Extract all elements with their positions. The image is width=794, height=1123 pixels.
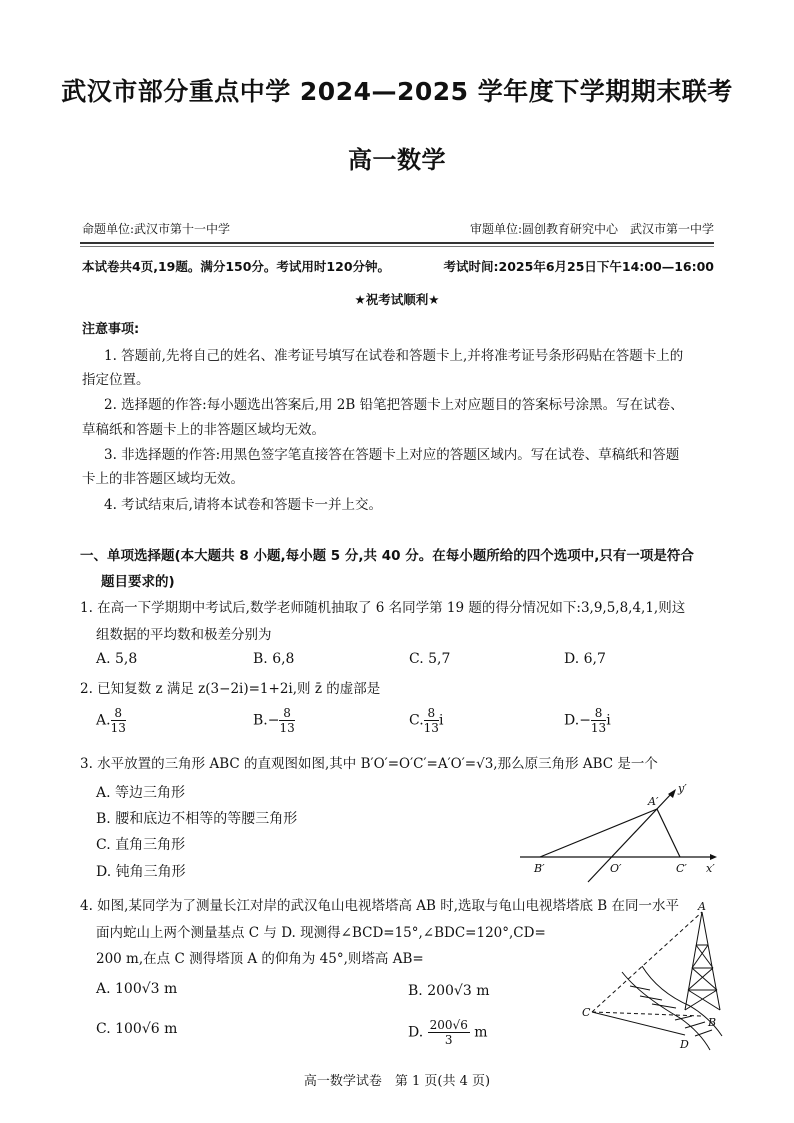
denominator: 13 xyxy=(110,721,126,735)
y-axis xyxy=(588,793,672,882)
q1-option-d[interactable]: D. 6,7 xyxy=(564,651,606,667)
reviewer-unit: 审题单位:圆创教育研究中心 武汉市第一中学 xyxy=(469,222,714,236)
q1-stem: 1. 在高一下学期期中考试后,数学老师随机抽取了 6 名同学第 19 题的得分情况如下:3,9,5,8,4,1,则这 xyxy=(80,600,686,616)
label-b: B′ xyxy=(534,862,545,875)
q3-option-c[interactable]: C. 直角三角形 xyxy=(96,837,186,853)
option-label: B. xyxy=(253,712,268,729)
q3-stem: 3. 水平放置的三角形 ABC 的直观图如图,其中 B′O′=O′C′=A′O′=√3,那么原三角形 ABC 是一个 xyxy=(80,756,658,772)
setter-unit: 命题单位:武汉市第十一中学 xyxy=(82,222,231,236)
label-o: O′ xyxy=(610,862,622,875)
note-2-cont: 草稿纸和答题卡上的非答题区域均无效。 xyxy=(82,422,325,438)
q3-option-a[interactable]: A. 等边三角形 xyxy=(96,785,186,801)
section-heading-cont: 题目要求的) xyxy=(101,574,175,590)
good-luck: ★祝考试顺利★ xyxy=(354,292,440,307)
option-label: D. xyxy=(564,712,580,729)
suffix: i xyxy=(606,712,611,729)
q4-option-d[interactable] xyxy=(408,1018,488,1047)
note-3: 3. 非选择题的作答:用黑色签字笔直接答在答题卡上对应的答题区域内。写在试卷、草稿纸和答题 xyxy=(104,447,680,463)
sign: − xyxy=(579,712,591,729)
x-arrow-icon xyxy=(710,854,717,860)
q4-stem-cont: 面内蛇山上两个测量基点 C 与 D. 现测得∠BCD=15°,∠BDC=120°,CD= xyxy=(96,925,546,941)
note-3-cont: 卡上的非答题区域均无效。 xyxy=(82,471,244,487)
numerator: 200√6 xyxy=(429,1018,468,1032)
q2-option-c[interactable] xyxy=(409,706,443,735)
exam-info: 本试卷共4页,19题。满分150分。考试用时120分钟。 xyxy=(82,259,391,274)
label-c: C′ xyxy=(676,862,687,875)
denominator: 3 xyxy=(444,1033,453,1047)
denominator: 13 xyxy=(590,721,607,735)
side-a-c xyxy=(657,809,680,857)
unit: m xyxy=(474,1024,488,1041)
label-x: x′ xyxy=(706,862,715,875)
q2-option-d[interactable] xyxy=(564,706,611,735)
tower xyxy=(685,912,720,1010)
option-label: A. xyxy=(96,712,111,729)
label-d: D xyxy=(680,1038,689,1051)
denominator: 13 xyxy=(423,721,439,735)
option-label: C. xyxy=(409,712,424,729)
line-c-d xyxy=(592,1012,685,1035)
section-heading: 一、单项选择题(本大题共 8 小题,每小题 5 分,共 40 分。在每小题所给的四个选项中,只有一项是符合 xyxy=(80,548,694,564)
numerator: 8 xyxy=(279,706,294,721)
note-2: 2. 选择题的作答:每小题选出答案后,用 2B 铅笔把答题卡上对应题目的答案标号涂黑。写在试卷、 xyxy=(104,397,684,413)
q4-option-c[interactable]: C. 100√6 m xyxy=(96,1021,178,1037)
suffix: i xyxy=(438,712,444,729)
label-y: y′ xyxy=(678,782,687,795)
fraction xyxy=(424,706,439,735)
q2-option-b[interactable] xyxy=(253,706,295,735)
label-b: B xyxy=(708,1016,717,1029)
sign: − xyxy=(267,712,280,729)
q1-stem-cont: 组数据的平均数和极差分别为 xyxy=(96,627,272,643)
q4-option-a[interactable]: A. 100√3 m xyxy=(96,981,178,997)
subject-title: 高一数学 xyxy=(348,146,446,174)
numerator: 8 xyxy=(111,706,126,721)
notes-heading: 注意事项: xyxy=(82,322,140,337)
q3-option-b[interactable]: B. 腰和底边不相等的等腰三角形 xyxy=(96,811,298,827)
fraction xyxy=(591,706,606,735)
q2-option-a[interactable] xyxy=(96,706,126,735)
note-1: 1. 答题前,先将自己的姓名、准考证号填写在试卷和答题卡上,并将准考证号条形码贴在答题卡上的 xyxy=(104,348,684,364)
q4-option-b[interactable]: B. 200√3 m xyxy=(408,983,490,999)
option-label: D. xyxy=(408,1024,424,1041)
exam-title: 武汉市部分重点中学 2024—2025 学年度下学期期末联考 xyxy=(61,77,733,106)
q4-figure xyxy=(580,900,730,1060)
q1-option-b[interactable]: B. 6,8 xyxy=(253,651,295,667)
q1-option-c[interactable]: C. 5,7 xyxy=(409,651,451,667)
exam-time: 考试时间:2025年6月25日下午14:00—16:00 xyxy=(443,259,714,274)
q4-stem: 4. 如图,某同学为了测量长江对岸的武汉龟山电视塔塔高 AB 时,选取与龟山电视塔塔底 B 在同一水平 xyxy=(80,898,680,914)
q3-figure xyxy=(510,775,730,885)
numerator: 8 xyxy=(424,706,439,721)
river-hatching xyxy=(630,986,712,1036)
q2-stem: 2. 已知复数 z 满足 z(3−2i)=1+2i,则 z̄ 的虚部是 xyxy=(80,681,381,697)
fraction xyxy=(111,706,126,735)
numerator: 8 xyxy=(591,706,606,721)
denominator: 13 xyxy=(279,721,295,735)
q3-option-d[interactable]: D. 钝角三角形 xyxy=(96,864,186,880)
page-footer: 高一数学试卷 第 1 页(共 4 页) xyxy=(303,1074,491,1089)
header-rule-thin xyxy=(80,246,714,247)
line-c-b xyxy=(592,1012,702,1016)
header-rule xyxy=(80,242,714,244)
q1-option-a[interactable]: A. 5,8 xyxy=(96,651,138,667)
fraction xyxy=(279,706,294,735)
label-a: A xyxy=(698,900,706,913)
label-a: A′ xyxy=(648,795,659,808)
label-c: C xyxy=(582,1006,591,1019)
note-4: 4. 考试结束后,请将本试卷和答题卡一并上交。 xyxy=(104,497,382,513)
note-1-cont: 指定位置。 xyxy=(82,372,150,388)
fraction xyxy=(428,1018,470,1047)
q4-stem-cont2: 200 m,在点 C 测得塔顶 A 的仰角为 45°,则塔高 AB= xyxy=(96,951,424,967)
side-b-a xyxy=(540,809,657,857)
